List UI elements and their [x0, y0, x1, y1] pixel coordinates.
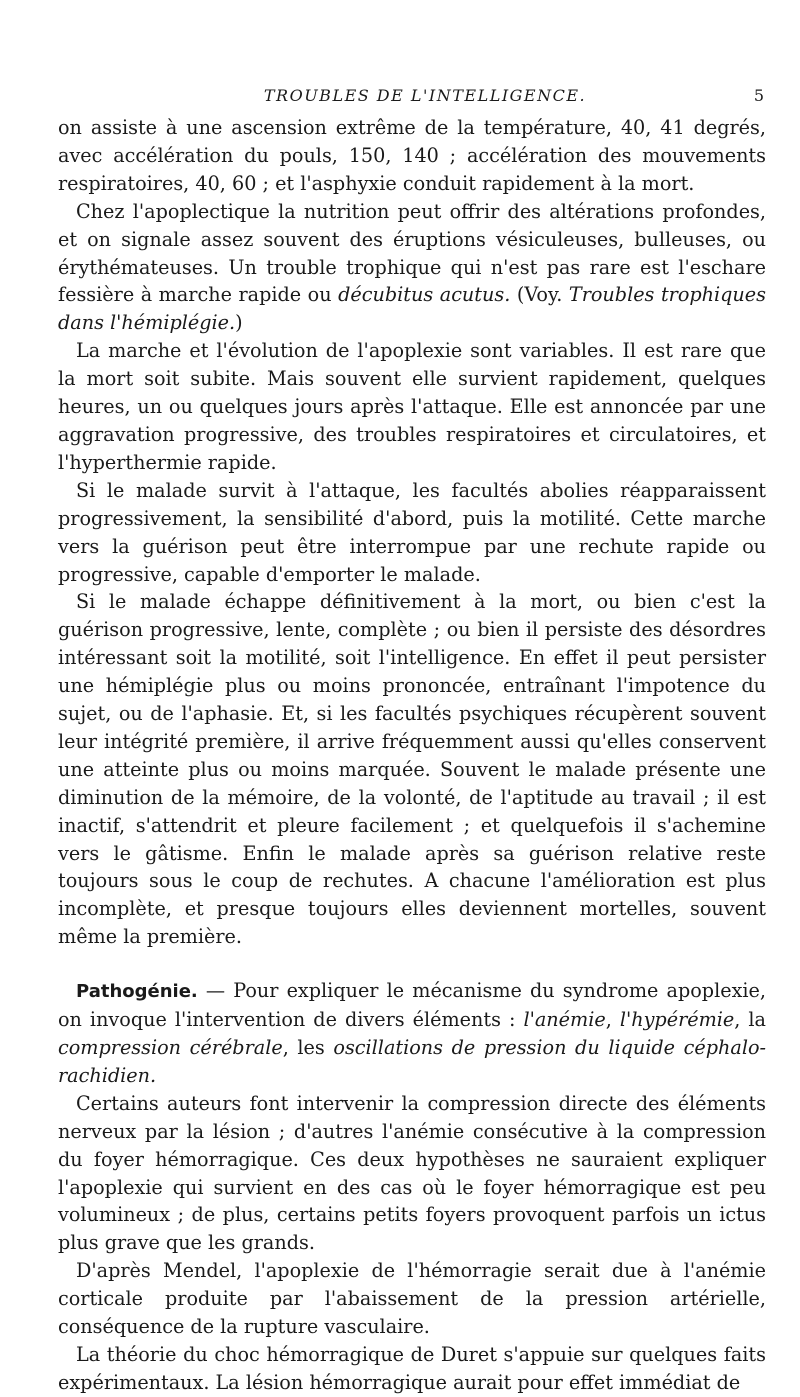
p6-sep-2: , la — [734, 1008, 766, 1032]
p6-sep-3: , les — [282, 1036, 334, 1059]
p6-italic-hyperemie: l'hypérémie — [619, 1008, 735, 1032]
p6-italic-compression: compression cérébrale — [58, 1036, 283, 1059]
section-title-pathogenie: Pathogénie. — [76, 981, 198, 1003]
p2-text-a: Chez l'apoplectique la nutrition peut offrir des altérations profondes, et on signale assez souvent des éruptions vésiculeuses, bulleuses, ou érythémateuses. Un trouble trophique qui n'est pas rare est l'eschare fessière à marche rapide ou — [58, 199, 766, 307]
p2-italic-reference: Troubles trophiques dans l'hémiplégie. — [58, 283, 766, 335]
p2-text-b: (Voy. — [510, 283, 569, 307]
paragraph-3: La marche et l'évolution de l'apoplexie sont variables. Il est rare que la mort soit subite. Mais souvent elle survient rapidement, quelques heures, un ou quelques jours après l'attaque. Elle est annoncée par une aggravation progressive, des troubles respiratoires et circulatoires, et l'hyperthermie rapide. — [58, 339, 766, 474]
running-head: TROUBLES DE L'INTELLIGENCE. — [263, 86, 587, 105]
p6-sep-1: , — [605, 1008, 620, 1032]
p2-italic-decubitus: décubitus acutus. — [338, 283, 511, 307]
p6-text-a: — Pour expliquer le mécanisme du syndrome apoplexie, on invoque l'intervention de divers éléments : — [58, 979, 766, 1032]
paragraph-pathogenie — [58, 977, 766, 1090]
p2-text-c: ) — [235, 311, 243, 335]
paragraph-1: on assiste à une ascension extrême de la température, 40, 41 degrés, avec accélération du pouls, 150, 140 ; accélération des mouvements respiratoires, 40, 60 ; et l'asphyxie conduit rapidement à la mort. — [58, 116, 766, 195]
body-text — [58, 114, 766, 1397]
paragraph-9: La théorie du choc hémorragique de Duret s'appuie sur quelques faits expérimentaux. La lésion hémorragique aurait pour effet immédiat de — [58, 1342, 766, 1394]
paragraph-5: Si le malade échappe définitivement à la mort, ou bien c'est la guérison progressive, lente, complète ; ou bien il persiste des désordres intéressant soit la motilité, soit l'intelligence. En effet il peut persister une hémiplégie plus ou moins prononcée, entraînant l'impotence du sujet, ou de l'aphasie. Et, si les facultés psychiques récupèrent souvent leur intégrité première, il arrive fréquemment aussi qu'elles conservent une atteinte plus ou moins marquée. Souvent le malade présente une diminution de la mémoire, de la volonté, de l'aptitude au travail ; il est inactif, s'attendrit et pleure facilement ; et quelquefois il s'achemine vers le gâtisme. Enfin le malade après sa guérison relative reste toujours sous le coup de rechutes. A chacune l'amélioration est plus incomplète, et presque toujours elles deviennent mortelles, souvent même la première. — [58, 590, 766, 949]
p6-italic-oscillations: oscillations de pression du liquide céphalo-rachidien. — [58, 1036, 766, 1087]
paragraph-4: Si le malade survit à l'attaque, les facultés abolies réapparaissent progressivement, la sensibilité d'abord, puis la motilité. Cette marche vers la guérison peut être interrompue par une rechute rapide ou progressive, capable d'emporter le malade. — [58, 478, 766, 586]
paragraph-8: D'après Mendel, l'apoplexie de l'hémorragie serait due à l'anémie corticale produite par l'abaissement de la pression artérielle, conséquence de la rupture vasculaire. — [58, 1259, 766, 1339]
page-number: 5 — [753, 86, 764, 105]
paragraph-2 — [58, 198, 766, 338]
paragraph-7: Certains auteurs font intervenir la compression directe des éléments nerveux par la lésion ; d'autres l'anémie consécutive à la compression du foyer hémorragique. Ces deux hypothèses ne sauraient expliquer l'apoplexie qui survient en des cas où le foyer hémorragique est peu volumineux ; de plus, certains petits foyers provoquent parfois un ictus plus grave que les grands. — [58, 1091, 766, 1255]
p6-italic-anemie: l'anémie — [523, 1008, 606, 1032]
